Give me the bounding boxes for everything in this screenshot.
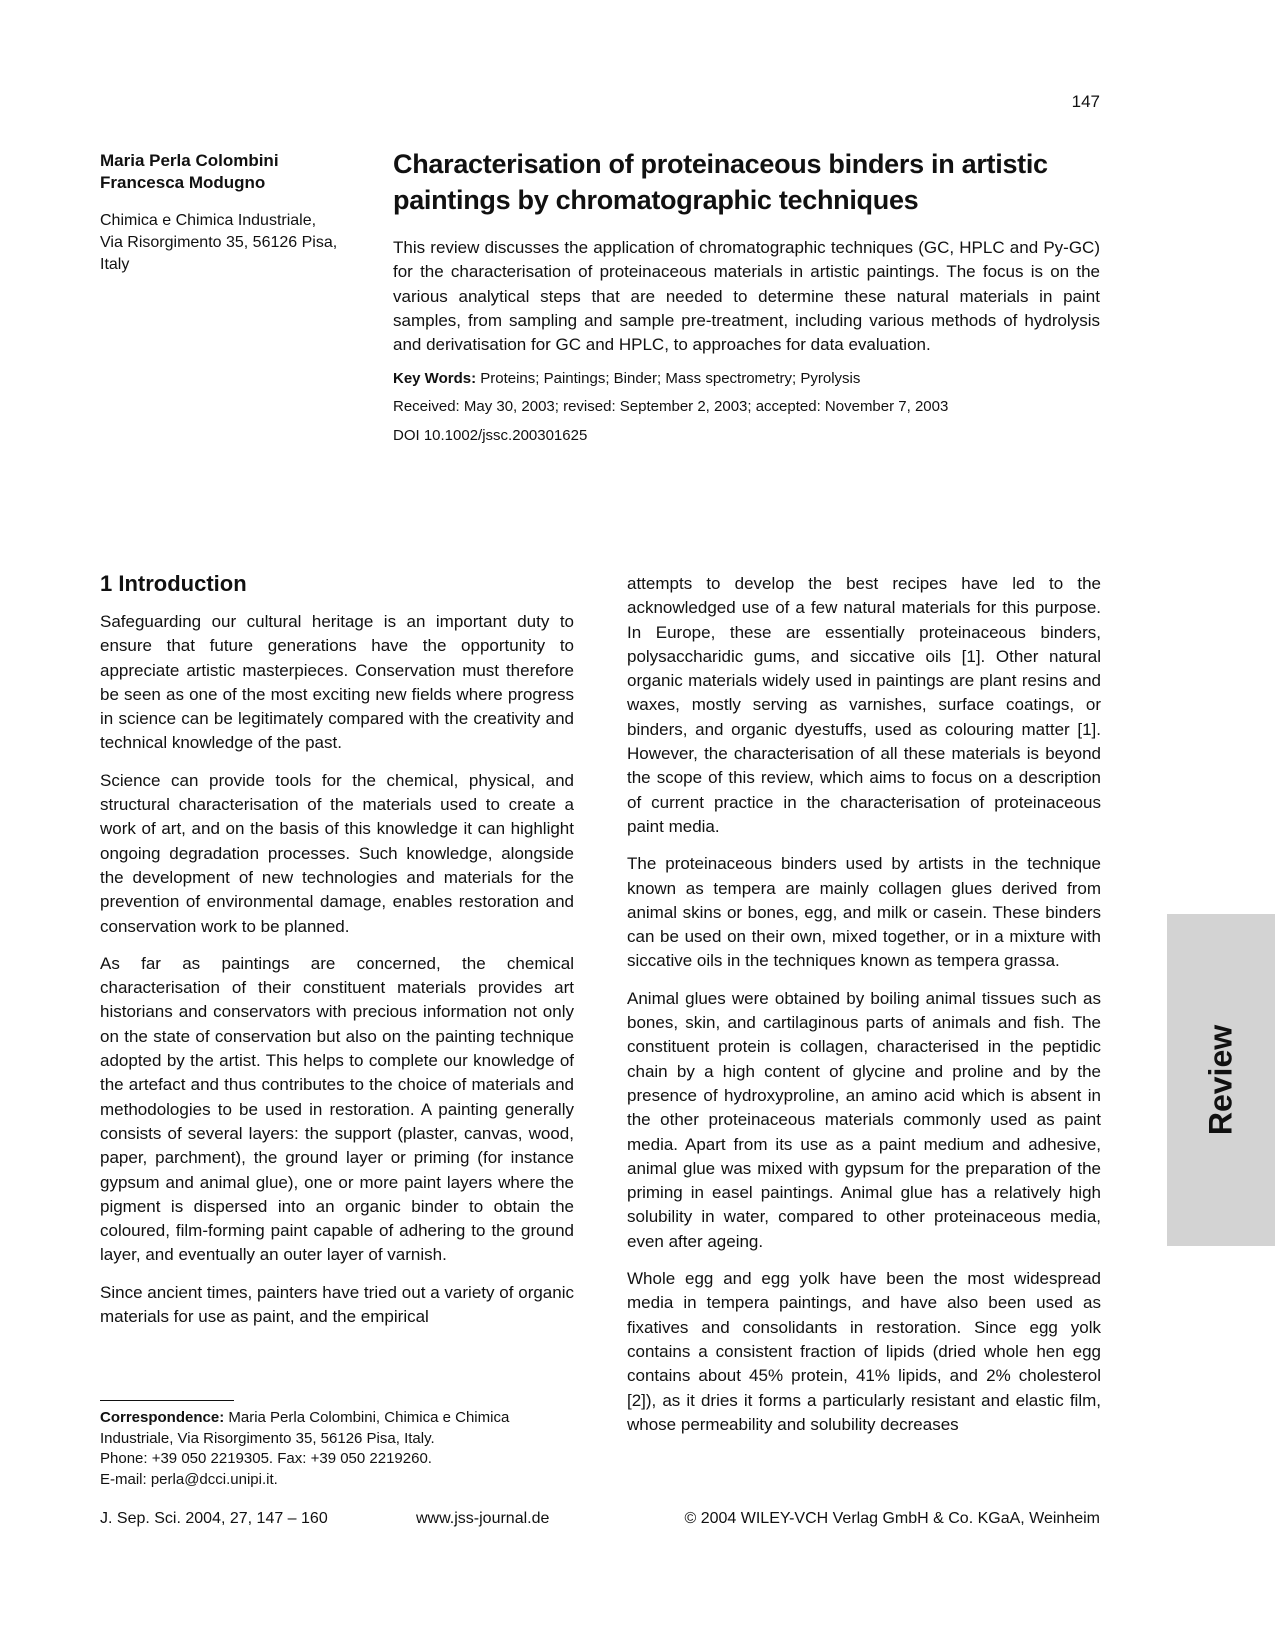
affiliation-line: Via Risorgimento 35, 56126 Pisa, [100, 234, 338, 251]
key-words-list: Proteins; Paintings; Binder; Mass spectrometry; Pyrolysis [480, 370, 861, 388]
paper-title: Characterisation of proteinaceous binders in artistic paintings by chromatographic techniques [393, 149, 1048, 215]
email: E-mail: perla@dcci.unipi.it. [100, 1470, 278, 1488]
right-column [627, 572, 1101, 1450]
paragraph: attempts to develop the best recipes have led to the acknowledged use of a few natural materials for this purpose. In Europe, these are essentially proteinaceous binders, polysaccharidic gums, and siccative oils [1]. Other natural organic materials widely used in paintings are plant resins and waxes, mostly serving as varnishes, surface coatings, or binders, and organic dyestuffs, used as colouring matter [1]. However, the characterisation of all these materials is beyond the scope of this review, which aims to focus on a description of current practice in the characterisation of proteinaceous paint media. [627, 574, 1101, 836]
author-name: Maria Perla Colombini [100, 151, 279, 170]
paragraph: Since ancient times, painters have tried out a variety of organic materials for use as paint, and the empirical [100, 1282, 574, 1327]
paragraph: Whole egg and egg yolk have been the most widespread media in tempera paintings, and have also been used as fixatives and consolidants in restoration. Since egg yolk contains a consistent fraction of lipids (dried whole hen egg contains about 45% protein, 41% lipids, and 2% cholesterol [2]), as it dries it forms a particularly resistant and elastic film, whose permeability and solubility decreases [627, 1269, 1101, 1434]
review-label: Review [1202, 1024, 1239, 1136]
abstract: This review discusses the application of chromatographic techniques (GC, HPLC and Py-GC) for the characterisation of proteinaceous materials in artistic paintings. The focus is on the various analytical steps that are needed to determine these natural materials in paint samples, from sampling and sample pre-treatment, including various methods of hydrolysis and derivatisation for GC and HPLC, to approaches for data evaluation. [393, 238, 1100, 355]
footer-journal-citation: J. Sep. Sci. 2004, 27, 147 – 160 [100, 1510, 328, 1527]
review-side-tab [1167, 914, 1275, 1246]
affiliation-line: Chimica e Chimica Industriale, [100, 212, 317, 229]
correspondence-text: Maria Perla Colombini, Chimica e Chimica Industriale, Via Risorgimento 35, 56126 Pisa, Italy. [100, 1409, 510, 1447]
correspondence-label: Correspondence: [100, 1409, 225, 1426]
footer-copyright: © 2004 WILEY-VCH Verlag GmbH & Co. KGaA, Weinheim [684, 1510, 1100, 1527]
paragraph: The proteinaceous binders used by artists in the technique known as tempera are mainly collagen glues derived from animal skins or bones, egg, and milk or casein. These binders can be used on their own, mixed together, or in a mixture with siccative oils in the techniques known as tempera grassa. [627, 854, 1101, 971]
key-words [393, 369, 1100, 389]
key-words-label: Key Words: [393, 370, 477, 388]
paragraph: Science can provide tools for the chemical, physical, and structural characterisation of the materials used to create a work of art, and on the basis of this knowledge it can highlight ongoing degradation processes. Such knowledge, alongside the development of new technologies and materials for the prevention of environmental damage, enables restoration and conservation work to be planned. [100, 770, 574, 936]
page-number: 147 [1071, 92, 1100, 111]
article-header [393, 146, 1100, 446]
left-column [100, 570, 574, 1342]
section-heading: 1 Introduction [100, 571, 247, 596]
paragraph: Animal glues were obtained by boiling animal tissues such as bones, skin, and cartilaginous parts of animals and fish. The constituent protein is collagen, characterised in the peptidic chain by a high content of glycine and proline and by the presence of hydroxyproline, an amino acid which is absent in the other proteinaceous materials commonly used as paint media. Apart from its use as a paint medium and adhesive, animal glue was mixed with gypsum for the preparation of the priming in easel paintings. Animal glue has a relatively high solubility in water, compared to other proteinaceous media, even after ageing. [627, 988, 1101, 1251]
authors-block [100, 150, 370, 276]
footer-url[interactable]: www.jss-journal.de [416, 1510, 550, 1527]
paragraph: As far as paintings are concerned, the chemical characterisation of their constituent materials provides art historians and conservators with precious information not only on the state of conservation but also on the painting technique adopted by the artist. This helps to complete our knowledge of the artefact and thus contributes to the choice of materials and methodologies to be used in restoration. A painting generally consists of several layers: the support (plaster, canvas, wood, paper, parchment), the ground layer or priming (for instance gypsum and animal glue), one or more paint layers where the pigment is dispersed into an organic binder to obtain the coloured, film-forming paint capable of adhering to the ground layer, and eventually an outer layer of varnish. [100, 953, 574, 1265]
author-name: Francesca Modugno [100, 173, 266, 192]
footnote-divider [100, 1400, 234, 1401]
correspondence-address [100, 1408, 580, 1449]
affiliation [100, 210, 370, 276]
affiliation-line: Italy [100, 256, 130, 273]
paragraph: Safeguarding our cultural heritage is an important duty to ensure that future generations have the opportunity to appreciate artistic masterpieces. Conservation must therefore be seen as one of the most exciting new fields where progress in science can be legitimately compared with the creativity and technical knowledge of the past. [100, 612, 574, 753]
phone-fax: Phone: +39 050 2219305. Fax: +39 050 2219260. [100, 1450, 432, 1467]
correspondence-footnote [100, 1408, 580, 1490]
received-dates: Received: May 30, 2003; revised: September 2, 2003; accepted: November 7, 2003 [393, 398, 949, 416]
doi: DOI 10.1002/jssc.200301625 [393, 427, 588, 445]
